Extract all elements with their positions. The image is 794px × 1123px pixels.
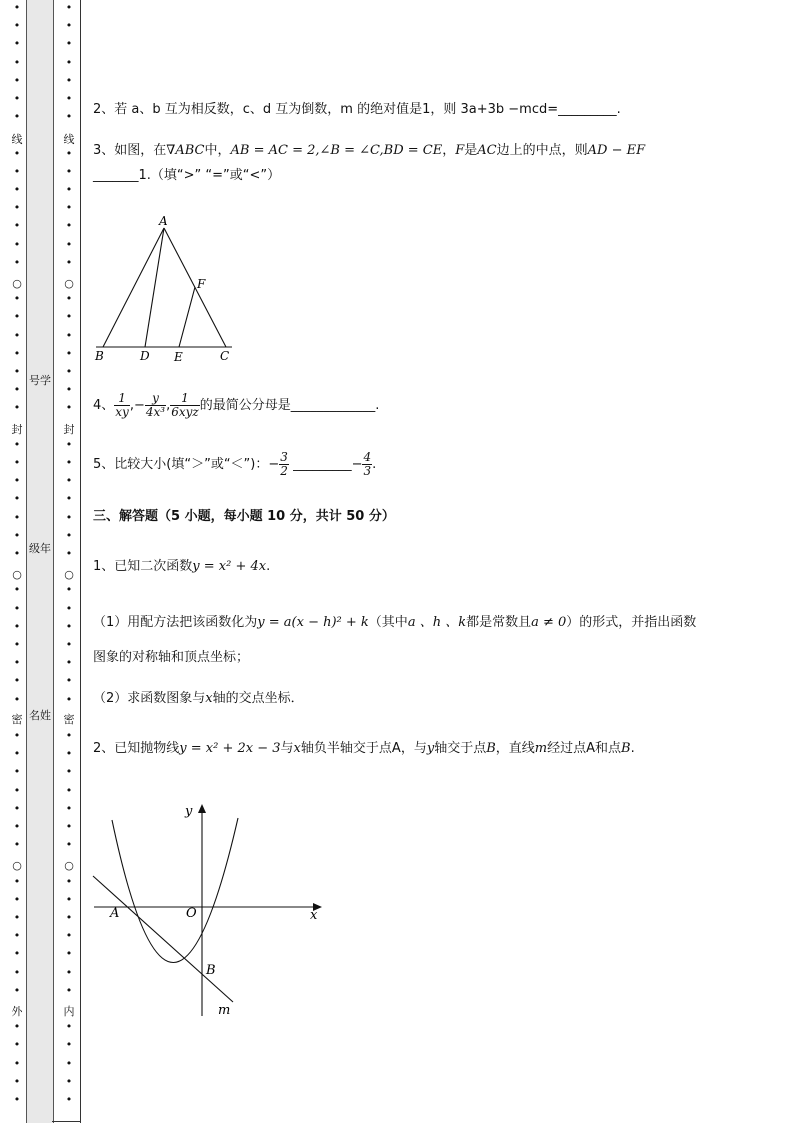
point-b: B bbox=[486, 741, 496, 756]
question-number: 2、 bbox=[93, 102, 115, 117]
question-text: 已知抛物线 bbox=[114, 741, 180, 756]
triangle-expression: ∇ABC bbox=[166, 143, 205, 158]
dot-mark: • bbox=[13, 619, 21, 633]
segment-ac: AC bbox=[477, 143, 497, 158]
dot-mark: • bbox=[13, 783, 21, 797]
dot-mark: • bbox=[13, 965, 21, 979]
dot-mark: • bbox=[65, 729, 73, 742]
dot-mark: • bbox=[65, 874, 73, 888]
dot-mark: • bbox=[65, 164, 73, 178]
binding-margin bbox=[0, 0, 82, 1123]
point-label-d: D bbox=[140, 349, 150, 363]
answer-blank: _________ bbox=[293, 457, 352, 472]
cut-line-word: 外 bbox=[11, 1005, 23, 1018]
dot-mark: • bbox=[65, 583, 73, 597]
dot-mark: • bbox=[65, 1, 73, 14]
dot-mark: • bbox=[65, 255, 73, 269]
dot-mark: • bbox=[65, 911, 73, 924]
y-axis-label: y bbox=[185, 804, 193, 819]
variable-y: y bbox=[426, 741, 435, 756]
inner-dotted-cut-line bbox=[62, 0, 76, 1123]
x-axis-label: x bbox=[310, 908, 318, 923]
question-text: 与 bbox=[280, 741, 294, 756]
cut-line-word: 封 bbox=[11, 423, 23, 436]
dot-mark: • bbox=[65, 1093, 73, 1106]
student-info-strip bbox=[26, 0, 54, 1123]
question-number: 2、 bbox=[93, 741, 115, 756]
dot-mark: • bbox=[13, 201, 21, 215]
dot-mark: • bbox=[65, 55, 73, 69]
question-text: 和点 bbox=[595, 741, 622, 756]
point-label-c: C bbox=[220, 349, 230, 363]
dot-mark: • bbox=[13, 801, 21, 815]
point-label-b: B bbox=[95, 349, 104, 363]
dot-mark: • bbox=[13, 19, 21, 33]
question-text: 比较大小(填“＞”或“＜”)： bbox=[114, 457, 269, 472]
circle-mark: ○ bbox=[64, 859, 74, 872]
dot-mark: • bbox=[65, 947, 73, 961]
cut-line-word: 封 bbox=[63, 423, 75, 436]
dot-mark: • bbox=[13, 401, 21, 415]
constants: a 、h 、k bbox=[407, 615, 467, 630]
dot-mark: • bbox=[13, 838, 21, 852]
period: . bbox=[372, 457, 377, 472]
dot-mark: • bbox=[13, 55, 21, 69]
point-label-a: A bbox=[159, 214, 168, 228]
point-a-label: A bbox=[110, 906, 120, 921]
numerator: 1 bbox=[114, 392, 130, 406]
margin-border-line bbox=[80, 0, 81, 1123]
question-number: 1、 bbox=[93, 559, 115, 574]
question-number: 3、 bbox=[93, 143, 115, 158]
cut-line-word: 内 bbox=[63, 1005, 75, 1018]
separator: , bbox=[166, 398, 171, 413]
dot-mark: • bbox=[13, 237, 21, 251]
question-text: ，与 bbox=[400, 741, 427, 756]
outer-dotted-cut-line bbox=[10, 0, 24, 1123]
dot-mark: • bbox=[65, 1056, 73, 1070]
dot-mark: • bbox=[65, 929, 73, 943]
dot-mark: • bbox=[65, 346, 73, 360]
dot-mark: • bbox=[13, 383, 21, 397]
dot-mark: • bbox=[13, 164, 21, 178]
dot-mark: • bbox=[13, 37, 21, 51]
dot-mark: • bbox=[65, 110, 73, 124]
dot-mark: • bbox=[13, 492, 21, 506]
dot-mark: • bbox=[13, 510, 21, 524]
dot-mark: • bbox=[13, 729, 21, 742]
question-number: 5、 bbox=[93, 457, 115, 472]
dot-mark: • bbox=[13, 219, 21, 233]
dot-mark: • bbox=[13, 583, 21, 597]
minus-sign: − bbox=[351, 457, 363, 472]
question-5 bbox=[93, 451, 376, 478]
dot-mark: • bbox=[13, 346, 21, 360]
dot-mark: • bbox=[13, 528, 21, 542]
dot-mark: • bbox=[65, 619, 73, 633]
problem-1-part-1-line-2: 图象的对称轴和顶点坐标； bbox=[93, 650, 250, 665]
y-axis-arrow bbox=[198, 804, 206, 813]
question-text: 已知二次函数 bbox=[114, 559, 193, 574]
dot-mark: • bbox=[65, 638, 73, 651]
dot-mark: • bbox=[13, 146, 21, 160]
cut-line-word: 线 bbox=[11, 133, 23, 146]
dot-mark: • bbox=[13, 1, 21, 14]
dot-mark: • bbox=[65, 292, 73, 306]
difference-expression: AD − EF bbox=[587, 143, 646, 158]
dot-mark: • bbox=[13, 820, 21, 833]
fraction-y-over-4x3 bbox=[145, 392, 166, 419]
dot-mark: • bbox=[65, 146, 73, 160]
dot-mark: • bbox=[65, 237, 73, 251]
minus-sign: − bbox=[268, 457, 280, 472]
fraction-1-over-xy bbox=[114, 392, 130, 419]
denominator: 2 bbox=[280, 464, 288, 478]
circle-mark: ○ bbox=[64, 277, 74, 290]
circle-mark: ○ bbox=[12, 568, 22, 581]
numerator: 1 bbox=[170, 392, 200, 406]
variable-x: x bbox=[293, 741, 301, 756]
dot-mark: • bbox=[65, 528, 73, 542]
question-text: 的最简公分母是_____________. bbox=[199, 398, 380, 413]
problem-2 bbox=[93, 740, 635, 758]
question-text: ， bbox=[442, 143, 456, 158]
dot-mark: • bbox=[65, 801, 73, 815]
dot-mark: • bbox=[13, 547, 21, 560]
question-4 bbox=[93, 392, 379, 419]
point-label-f: F bbox=[197, 277, 206, 291]
dot-mark: • bbox=[13, 1038, 21, 1052]
dot-mark: • bbox=[13, 1074, 21, 1088]
denominator: 6xyz bbox=[171, 405, 199, 419]
problem-1 bbox=[93, 558, 270, 576]
dot-mark: • bbox=[65, 892, 73, 906]
fraction-4-over-3 bbox=[362, 451, 372, 478]
point-f: F bbox=[455, 143, 465, 158]
dot-mark: • bbox=[65, 656, 73, 670]
dot-mark: • bbox=[65, 674, 73, 688]
fraction-1-over-6xyz bbox=[170, 392, 200, 419]
separator: ,− bbox=[129, 398, 145, 413]
line-m-label: m bbox=[218, 1003, 231, 1018]
dot-mark: • bbox=[65, 401, 73, 415]
question-text: 经过点 bbox=[547, 741, 587, 756]
parabola-function: y = x² + 2x − 3 bbox=[179, 741, 281, 756]
question-text: 若 a、b 互为相反数，c、d 互为倒数，m 的绝对值是1，则 3a+3b −mcd=_________. bbox=[114, 102, 621, 117]
dot-mark: • bbox=[13, 983, 21, 997]
dot-mark: • bbox=[65, 328, 73, 342]
circle-mark: ○ bbox=[12, 277, 22, 290]
question-text: 轴交于点 bbox=[434, 741, 487, 756]
dot-mark: • bbox=[65, 37, 73, 51]
dot-mark: • bbox=[65, 838, 73, 852]
dot-mark: • bbox=[13, 1020, 21, 1034]
question-number: 4、 bbox=[93, 398, 115, 413]
cut-line-word: 密 bbox=[11, 713, 23, 726]
origin-label: O bbox=[186, 906, 197, 921]
dot-mark: • bbox=[13, 911, 21, 924]
dot-mark: • bbox=[65, 747, 73, 761]
dot-mark: • bbox=[65, 692, 73, 706]
point-label-e: E bbox=[174, 350, 183, 364]
dot-mark: • bbox=[13, 456, 21, 469]
student-number-label: 号学 bbox=[29, 374, 51, 387]
dot-mark: • bbox=[65, 1020, 73, 1034]
denominator: 4x³ bbox=[145, 405, 166, 419]
cut-line-word: 密 bbox=[63, 713, 75, 726]
dot-mark: • bbox=[13, 638, 21, 651]
period: . bbox=[630, 741, 635, 756]
dot-mark: • bbox=[13, 474, 21, 488]
question-3 bbox=[93, 142, 645, 160]
dot-mark: • bbox=[65, 219, 73, 233]
dot-mark: • bbox=[13, 947, 21, 961]
triangle-figure bbox=[90, 210, 240, 368]
dot-mark: • bbox=[13, 601, 21, 615]
dot-mark: • bbox=[65, 492, 73, 506]
problem-1-part-1 bbox=[93, 614, 696, 632]
dot-mark: • bbox=[13, 692, 21, 706]
question-text: 轴的交点坐标． bbox=[212, 691, 304, 706]
question-text: 中， bbox=[204, 143, 231, 158]
dot-mark: • bbox=[13, 110, 21, 124]
parabola-graph bbox=[88, 796, 328, 1026]
dot-mark: • bbox=[13, 892, 21, 906]
dot-mark: • bbox=[65, 19, 73, 33]
dot-mark: • bbox=[65, 383, 73, 397]
dot-mark: • bbox=[13, 874, 21, 888]
fraction-3-over-2 bbox=[279, 451, 289, 478]
vertex-form: y = a(x − h)² + k bbox=[257, 615, 369, 630]
question-text: 是 bbox=[464, 143, 478, 158]
dot-mark: • bbox=[65, 437, 73, 451]
point-b-label: B bbox=[206, 963, 216, 978]
name-label: 名姓 bbox=[29, 709, 51, 722]
dot-mark: • bbox=[65, 983, 73, 997]
numerator: y bbox=[145, 392, 166, 406]
class-label: 级年 bbox=[29, 542, 51, 555]
dot-mark: • bbox=[13, 183, 21, 196]
question-text: ）的形式，并指出函数 bbox=[566, 615, 697, 630]
segment-ef bbox=[179, 287, 195, 347]
dot-mark: • bbox=[13, 437, 21, 451]
denominator: 3 bbox=[363, 464, 372, 478]
dot-mark: • bbox=[13, 765, 21, 779]
line-m-graph bbox=[93, 876, 233, 1002]
question-text: 边上的中点，则 bbox=[496, 143, 588, 158]
dot-mark: • bbox=[13, 328, 21, 342]
question-text: （2）求函数图象与 bbox=[93, 691, 206, 706]
nonzero-condition: a ≠ 0 bbox=[531, 615, 567, 630]
dot-mark: • bbox=[65, 510, 73, 524]
dot-mark: • bbox=[13, 73, 21, 87]
numerator: 3 bbox=[280, 450, 288, 464]
dot-mark: • bbox=[65, 73, 73, 87]
period: . bbox=[266, 559, 271, 574]
dot-mark: • bbox=[65, 820, 73, 833]
question-text: 都是常数且 bbox=[466, 615, 532, 630]
question-2 bbox=[93, 101, 621, 119]
point-b: B bbox=[621, 741, 631, 756]
dot-mark: • bbox=[13, 1093, 21, 1106]
question-text: 轴负半轴交于点 bbox=[300, 741, 392, 756]
dot-mark: • bbox=[65, 547, 73, 560]
circle-mark: ○ bbox=[64, 568, 74, 581]
dot-mark: • bbox=[65, 92, 73, 105]
dot-mark: • bbox=[65, 474, 73, 488]
dot-mark: • bbox=[13, 292, 21, 306]
variable-x: x bbox=[205, 691, 213, 706]
dot-mark: • bbox=[13, 92, 21, 105]
margin-bottom-line bbox=[52, 1121, 81, 1122]
dot-mark: • bbox=[65, 456, 73, 469]
cut-line-word: 线 bbox=[63, 133, 75, 146]
dot-mark: • bbox=[13, 310, 21, 324]
dot-mark: • bbox=[65, 1038, 73, 1052]
circle-mark: ○ bbox=[12, 859, 22, 872]
question-text: ，直线 bbox=[495, 741, 535, 756]
parabola-curve bbox=[112, 818, 238, 963]
quadratic-function: y = x² + 4x bbox=[192, 559, 267, 574]
numerator: 4 bbox=[363, 450, 372, 464]
dot-mark: • bbox=[65, 765, 73, 779]
dot-mark: • bbox=[65, 310, 73, 324]
dot-mark: • bbox=[13, 674, 21, 688]
point-a: A bbox=[586, 741, 596, 756]
dot-mark: • bbox=[13, 1056, 21, 1070]
dot-mark: • bbox=[65, 783, 73, 797]
dot-mark: • bbox=[65, 601, 73, 615]
dot-mark: • bbox=[65, 365, 73, 378]
section-heading: 三、解答题（5 小题，每小题 10 分，共计 50 分） bbox=[93, 509, 395, 524]
question-text: 如图，在 bbox=[114, 143, 167, 158]
condition-expression: AB = AC = 2,∠B = ∠C,BD = CE bbox=[230, 143, 443, 158]
dot-mark: • bbox=[13, 255, 21, 269]
denominator: xy bbox=[115, 405, 129, 419]
dot-mark: • bbox=[13, 656, 21, 670]
question-3-line-2: _______1.（填“>” “=”或“<”） bbox=[93, 168, 281, 183]
question-text: （1）用配方法把该函数化为 bbox=[93, 615, 258, 630]
dot-mark: • bbox=[65, 965, 73, 979]
problem-1-part-2 bbox=[93, 690, 304, 708]
line-m: m bbox=[534, 741, 548, 756]
dot-mark: • bbox=[65, 1074, 73, 1088]
dot-mark: • bbox=[13, 747, 21, 761]
point-a: A bbox=[391, 741, 401, 756]
dot-mark: • bbox=[65, 183, 73, 196]
dot-mark: • bbox=[13, 365, 21, 378]
dot-mark: • bbox=[13, 929, 21, 943]
question-text: （其中 bbox=[368, 615, 408, 630]
dot-mark: • bbox=[65, 201, 73, 215]
